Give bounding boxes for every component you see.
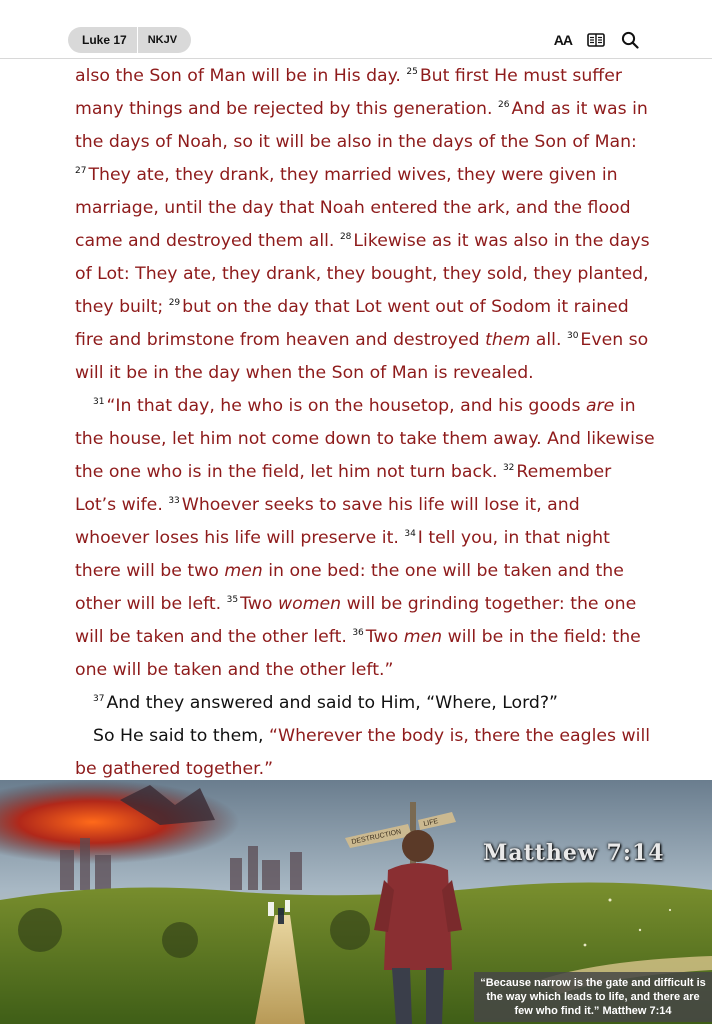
verse-text: Two — [365, 627, 404, 647]
chapter-version-selector — [68, 27, 191, 53]
verse-number[interactable]: 26 — [498, 100, 510, 111]
paragraph-2 — [75, 390, 655, 687]
verse-number[interactable]: 31 — [93, 397, 105, 408]
toolbar-actions — [554, 30, 640, 50]
verse-text: I tell you, in that night there will be two — [75, 528, 610, 581]
paragraph-3 — [75, 687, 655, 720]
verse-number[interactable]: 28 — [339, 232, 352, 243]
banner-quote-caption: “Because narrow is the gate and difficult is the way which leads to life, and there are few who find it.” Matthew 7:14 — [474, 972, 712, 1022]
verse-text: will be grinding together: the one will be taken and the other left. — [75, 594, 637, 647]
verse-number[interactable]: 36 — [352, 628, 364, 639]
verse-number[interactable]: 35 — [226, 595, 239, 606]
verse-number[interactable]: 32 — [502, 463, 515, 474]
paragraph-1 — [75, 60, 655, 390]
verse-number[interactable]: 27 — [75, 166, 87, 177]
verse-number[interactable]: 37 — [93, 694, 105, 705]
verse-number[interactable]: 34 — [404, 529, 416, 540]
verse-number[interactable]: 29 — [168, 298, 181, 309]
verse-text: also the Son of Man will be in His day. — [75, 66, 407, 86]
verse-text: all. — [530, 330, 567, 350]
text-size-label: AA — [553, 32, 572, 48]
book-chapter-button[interactable]: Luke 17 — [82, 33, 127, 47]
verse-text: Whoever seeks to save his life will lose it, and whoever loses his life will preserve it. — [75, 495, 580, 548]
verse-text: But first He must suffer many things and be rejected by this generation. — [75, 66, 622, 119]
banner-reference-title: Matthew 7:14 — [483, 840, 665, 866]
version-button[interactable]: NKJV — [147, 34, 178, 46]
verse-text: They ate, they drank, they married wives, they were given in marriage, until the day that Noah entered the ark, and the flood came and destroyed them all. — [75, 165, 631, 251]
verse-text: in one bed: the one will be taken and the other will be left. — [75, 561, 624, 614]
verse-text: So He said to them, — [93, 726, 270, 746]
italic-word: women — [278, 594, 342, 614]
verse-text: Likewise as it was also in the days of Lot: They ate, they drank, they bought, they sold, they planted, they built; — [75, 231, 650, 317]
verse-text: Remember Lot’s wife. — [75, 462, 612, 515]
verse-text: in the house, let him not come down to take them away. And likewise the one who is in the field, let him not turn back. — [75, 396, 655, 482]
sign-destruction: DESTRUCTION — [350, 828, 402, 846]
verse-text: Two — [240, 594, 278, 614]
verse-text: And they answered and said to Him, “Where, Lord?” — [106, 693, 558, 713]
verse-number[interactable]: 30 — [566, 331, 579, 342]
verse-number[interactable]: 33 — [168, 496, 180, 507]
italic-word: them — [485, 330, 531, 350]
search-icon[interactable] — [620, 30, 640, 50]
book-reader-icon[interactable] — [586, 30, 606, 50]
paragraph-4 — [75, 720, 655, 786]
verse-text: And as it was in the days of Noah, so it will be also in the days of the Son of Man: — [75, 99, 648, 152]
verse-number[interactable]: 25 — [406, 67, 418, 78]
italic-word: men — [224, 561, 263, 581]
scripture-reader — [75, 60, 655, 786]
verse-text: “Wherever the body is, there the eagles will be gathered together.” — [75, 726, 651, 779]
italic-word: are — [585, 396, 615, 416]
sign-life: LIFE — [422, 818, 439, 828]
verse-text: “In that day, he who is on the housetop, and his goods — [106, 396, 586, 416]
text-size-icon[interactable] — [554, 32, 572, 48]
verse-text: but on the day that Lot went out of Sodom it rained fire and brimstone from heaven and destroyed — [75, 297, 629, 350]
verse-text: Even so will it be in the day when the Son of Man is revealed. — [75, 330, 649, 383]
top-toolbar — [0, 0, 712, 59]
verse-text: will be in the field: the one will be taken and the other left.” — [75, 627, 641, 680]
italic-word: men — [403, 627, 443, 647]
